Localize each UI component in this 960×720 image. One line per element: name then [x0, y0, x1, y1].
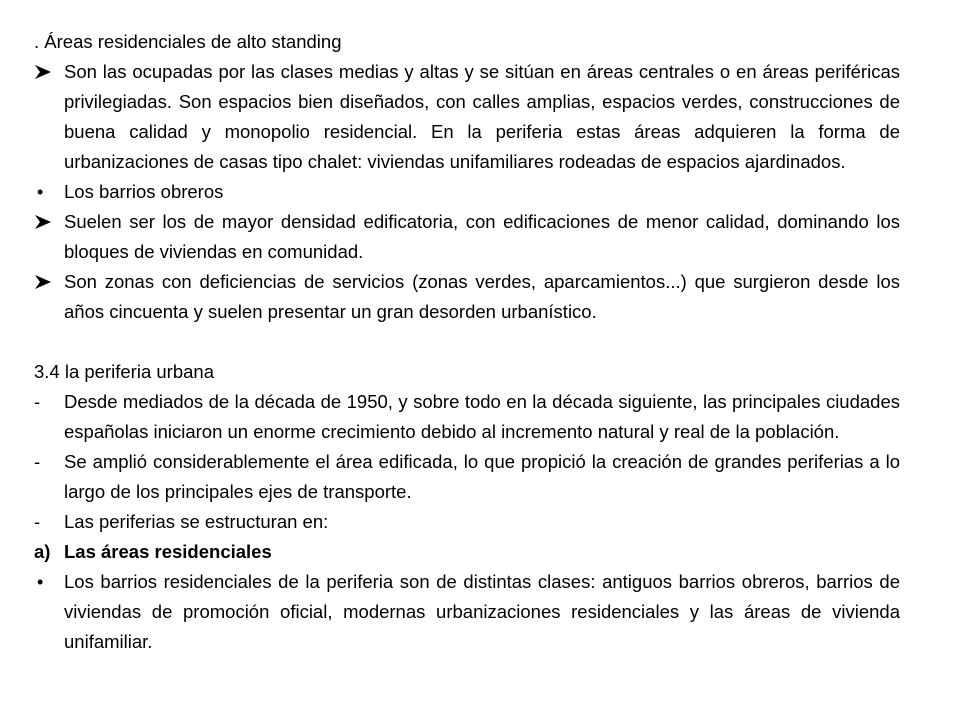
- list-item-densidad: [34, 207, 900, 267]
- list-item-barrios-obreros: [34, 177, 900, 207]
- list-item-text: Son las ocupadas por las clases medias y altas y se sitúan en áreas centrales o en áreas periféricas privilegiadas. Son espacios bien diseñados, con calles amplias, espacios verdes, construcciones de buena calidad y monopolio residencial. En la periferia estas áreas adquieren la forma de urbanizaciones de casas tipo chalet: viviendas unifamiliares rodeadas de espacios ajardinados.: [64, 61, 900, 172]
- alpha-item-areas-residenciales: [34, 537, 900, 567]
- dash-marker: -: [34, 391, 41, 412]
- dash-item-mediados: [34, 387, 900, 447]
- arrow-bullet-icon: [34, 274, 52, 290]
- list-item-text: Suelen ser los de mayor densidad edificatoria, con edificaciones de menor calidad, dominando los bloques de viviendas en comunidad.: [64, 211, 900, 262]
- dash-item-text: Se amplió considerablemente el área edificada, lo que propició la creación de grandes periferias a lo largo de los principales ejes de transporte.: [64, 451, 900, 502]
- alpha-marker: a): [34, 541, 51, 562]
- spacer: [34, 327, 900, 357]
- list-item-ocupadas: [34, 57, 900, 177]
- arrow-bullet-icon: [34, 214, 52, 230]
- section-heading-periferia: 3.4 la periferia urbana: [34, 361, 214, 382]
- arrow-bullet-icon: [34, 64, 52, 80]
- dash-item-text: Las periferias se estructuran en:: [64, 511, 329, 532]
- dash-item-text: Desde mediados de la década de 1950, y sobre todo en la década siguiente, las principales ciudades españolas iniciaron un enorme crecimiento debido al incremento natural y real de la población.: [64, 391, 900, 442]
- bullet-icon: •: [37, 182, 44, 202]
- section-heading-alto-standing: . Áreas residenciales de alto standing: [34, 31, 342, 52]
- dash-item-estructuran: [34, 507, 900, 537]
- dash-item-amplio: [34, 447, 900, 507]
- list-item-text: Los barrios obreros: [64, 181, 224, 202]
- slide-content: [34, 27, 900, 657]
- list-item-text: Los barrios residenciales de la periferia son de distintas clases: antiguos barrios obreros, barrios de viviendas de promoción oficial, modernas urbanizaciones residenciales y las áreas de vivienda unifamiliar.: [64, 571, 900, 652]
- list-item-deficiencias: [34, 267, 900, 327]
- list-item-text: Son zonas con deficiencias de servicios (zonas verdes, aparcamientos...) que surgieron desde los años cincuenta y suelen presentar un gran desorden urbanístico.: [64, 271, 900, 322]
- dash-marker: -: [34, 451, 41, 472]
- dash-marker: -: [34, 511, 41, 532]
- list-item-barrios-periferia: [34, 567, 900, 657]
- bullet-icon: •: [37, 572, 44, 592]
- alpha-item-text: Las áreas residenciales: [64, 541, 272, 562]
